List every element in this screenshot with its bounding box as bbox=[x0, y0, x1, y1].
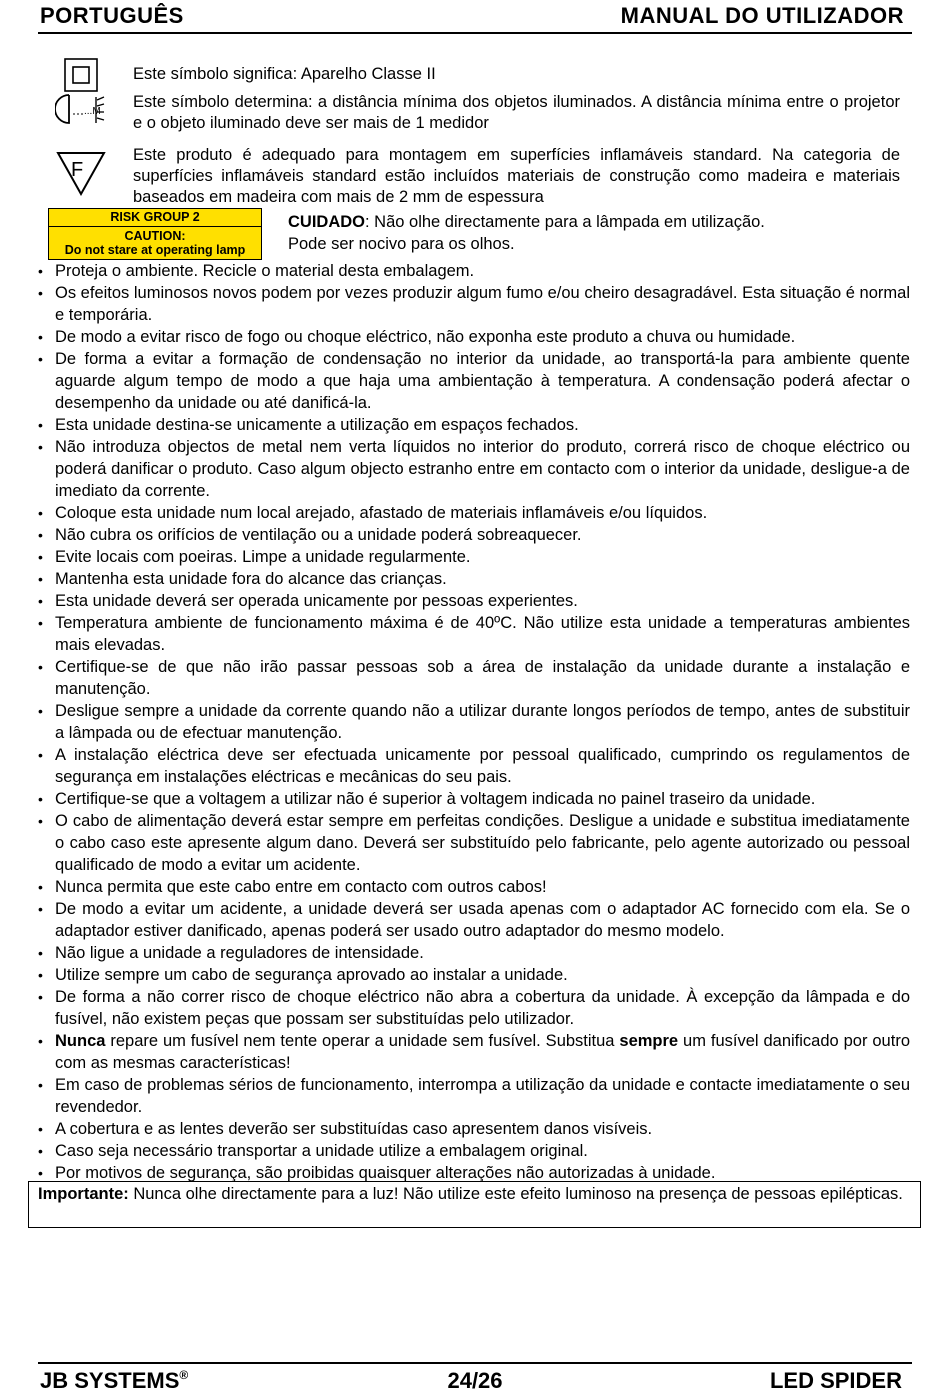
bullet-icon: • bbox=[38, 1165, 43, 1181]
bullet-icon: • bbox=[38, 549, 43, 565]
list-item: • Certifique-se que a voltagem a utilizar não é superior à voltagem indicada no painel traseiro da unidade. bbox=[38, 790, 816, 808]
header-manual-title: MANUAL DO UTILIZADOR bbox=[620, 3, 904, 28]
bullet-icon: • bbox=[38, 703, 43, 719]
list-item: • Evite locais com poeiras. Limpe a unidade regularmente. bbox=[38, 548, 471, 566]
registered-mark: ® bbox=[179, 1368, 189, 1382]
page-header bbox=[38, 0, 912, 34]
caution-text bbox=[288, 212, 765, 255]
bullet-icon: • bbox=[38, 901, 43, 917]
bullet-icon: • bbox=[38, 285, 43, 301]
important-text: Nunca olhe directamente para a luz! Não utilize este efeito luminoso na presença de pessoas epilépticas. bbox=[128, 1185, 903, 1203]
list-item: • De forma a evitar a formação de condensação no interior da unidade, ao transportá-la para ambiente quente aguarde algum tempo de modo a que haja uma ambientação à temperatura. A condensação poderá afectar o desempenho da unidade ou até danificá-la. bbox=[38, 350, 910, 412]
list-item: • Temperatura ambiente de funcionamento máxima é de 40ºC. Não utilize esta unidade a temperaturas ambientes mais elevadas. bbox=[38, 614, 910, 654]
page-footer bbox=[38, 1362, 912, 1396]
bullet-icon: • bbox=[38, 989, 43, 1005]
list-item: • Mantenha esta unidade fora do alcance das crianças. bbox=[38, 570, 447, 588]
list-item: • Esta unidade deverá ser operada unicamente por pessoas experientes. bbox=[38, 592, 578, 610]
list-item: • Não ligue a unidade a reguladores de intensidade. bbox=[38, 944, 424, 962]
bullet-icon: • bbox=[38, 439, 43, 455]
bullet-icon: • bbox=[38, 659, 43, 675]
safety-instructions-list bbox=[33, 260, 910, 1184]
bullet-icon: • bbox=[38, 1033, 43, 1049]
bullet-icon: • bbox=[38, 571, 43, 587]
class-ii-icon bbox=[64, 58, 98, 92]
bullet-icon: • bbox=[38, 593, 43, 609]
bullet-icon: • bbox=[38, 527, 43, 543]
flammable-f-label: F bbox=[71, 159, 84, 181]
list-item: • Utilize sempre um cabo de segurança aprovado ao instalar a unidade. bbox=[38, 966, 568, 984]
list-item: • Proteja o ambiente. Recicle o material desta embalagem. bbox=[38, 262, 475, 280]
minimum-distance-icon bbox=[55, 92, 107, 128]
caution-bold: CUIDADO bbox=[288, 213, 365, 231]
list-item: • Não introduza objectos de metal nem verta líquidos no interior do produto, correrá risco de choque eléctrico ou poderá danificar o produto. Caso algum objecto estranho entre em contacto com o interior da unidade, desligue-a de imediato da corrente. bbox=[38, 438, 910, 500]
list-item: • De forma a não correr risco de choque eléctrico não abra a cobertura da unidade. À excepção da lâmpada e do fusível, não existem peças que possam ser substituídas pelo utilizador. bbox=[38, 988, 910, 1028]
footer-product: LED SPIDER bbox=[769, 1368, 902, 1393]
risk-caution-text: Do not stare at operating lamp bbox=[64, 243, 246, 257]
flammable-surface-icon bbox=[56, 150, 106, 196]
bullet-icon: • bbox=[38, 879, 43, 895]
risk-caution-title: CAUTION: bbox=[124, 229, 186, 243]
caution-line-2: Pode ser nocivo para os olhos. bbox=[288, 234, 515, 253]
list-item: • O cabo de alimentação deverá estar sempre em perfeitas condições. Desligue a unidade e substitua imediatamente o cabo caso este apresente algum dano. Deverá ser substituído pelo fabricante, pelo agente autorizado ou pessoal qualificado de modo a evitar um acidente. bbox=[38, 812, 910, 874]
caution-line-1: : Não olhe directamente para a lâmpada em utilização. bbox=[365, 213, 765, 231]
list-item: • Caso seja necessário transportar a unidade utilize a embalagem original. bbox=[38, 1142, 588, 1160]
list-item: • Certifique-se de que não irão passar pessoas sob a área de instalação da unidade durante a instalação e manutenção. bbox=[38, 658, 910, 698]
bullet-icon: • bbox=[38, 1143, 43, 1159]
symbol-class-ii-text: Este símbolo significa: Aparelho Classe II bbox=[133, 65, 436, 83]
list-item: • Os efeitos luminosos novos podem por vezes produzir algum fumo e/ou cheiro desagradável. Esta situação é normal e temporária. bbox=[38, 284, 910, 324]
list-item: • Esta unidade destina-se unicamente a utilização em espaços fechados. bbox=[38, 416, 579, 434]
list-item: • A instalação eléctrica deve ser efectuada unicamente por pessoal qualificado, cumprindo os regulamentos de segurança em instalações eléctricas e mecânicas do seu pais. bbox=[38, 746, 910, 786]
bullet-icon: • bbox=[38, 1077, 43, 1093]
risk-group-title: RISK GROUP 2 bbox=[110, 210, 200, 224]
footer-brand: JB SYSTEMS® bbox=[40, 1368, 189, 1393]
bullet-icon: • bbox=[38, 945, 43, 961]
header-language: PORTUGUÊS bbox=[40, 3, 184, 28]
bullet-icon: • bbox=[38, 1121, 43, 1137]
important-notice-box bbox=[28, 1181, 921, 1228]
list-item: • Não cubra os orifícios de ventilação ou a unidade poderá sobreaquecer. bbox=[38, 526, 582, 544]
list-item: • De modo a evitar um acidente, a unidade deverá ser usada apenas com o adaptador AC fornecido com ela. Se o adaptador estiver danificado, apenas poderá ser usado outro adaptador do mesmo modelo. bbox=[38, 900, 910, 940]
risk-group-label bbox=[48, 208, 262, 260]
list-item: • Em caso de problemas sérios de funcionamento, interrompa a utilização da unidade e contacte imediatamente o seu revendedor. bbox=[38, 1076, 910, 1116]
bullet-icon: • bbox=[38, 329, 43, 345]
list-item: • A cobertura e as lentes deverão ser substituídas caso apresentem danos visíveis. bbox=[38, 1120, 653, 1138]
footer-page-number: 24/26 bbox=[447, 1368, 503, 1393]
list-item: • Desligue sempre a unidade da corrente quando não a utilizar durante longos períodos de tempo, antes de substituir a lâmpada ou de efectuar manutenção. bbox=[38, 702, 910, 742]
list-item: • Nunca permita que este cabo entre em contacto com outros cabos! bbox=[38, 878, 547, 896]
bullet-icon: • bbox=[38, 417, 43, 433]
important-label: Importante: bbox=[38, 1185, 129, 1203]
bullet-icon: • bbox=[38, 351, 43, 367]
list-item: • Por motivos de segurança, são proibidas quaisquer alterações não autorizadas à unidade. bbox=[38, 1164, 716, 1182]
risk-label-divider bbox=[49, 226, 261, 227]
bullet-icon: • bbox=[38, 263, 43, 279]
bullet-icon: • bbox=[38, 747, 43, 763]
bullet-icon: • bbox=[38, 967, 43, 983]
list-item: • De modo a evitar risco de fogo ou choque eléctrico, não exponha este produto a chuva ou humidade. bbox=[38, 328, 796, 346]
bullet-icon: • bbox=[38, 505, 43, 521]
bullet-icon: • bbox=[38, 813, 43, 829]
symbol-distance-text: Este símbolo determina: a distância mínima dos objetos iluminados. A distância mínima entre o projetor e o objeto iluminado deve ser mais de 1 medidor bbox=[133, 93, 900, 132]
list-item-fuse: • Nunca repare um fusível nem tente operar a unidade sem fusível. Substitua sempre um fusível danificado por outro com as mesmas características! bbox=[38, 1032, 910, 1072]
bullet-icon: • bbox=[38, 791, 43, 807]
distance-m-label: ...M bbox=[84, 106, 101, 117]
symbol-flammable-text: Este produto é adequado para montagem em superfícies inflamáveis standard. Na categoria de superfícies inflamáveis standard estão incluídos materiais de construção como madeira e materiais baseados em madeira com mais de 2 mm de espessura bbox=[133, 146, 900, 206]
list-item: • Coloque esta unidade num local arejado, afastado de materiais inflamáveis e/ou líquidos. bbox=[38, 504, 708, 522]
bullet-icon: • bbox=[38, 615, 43, 631]
